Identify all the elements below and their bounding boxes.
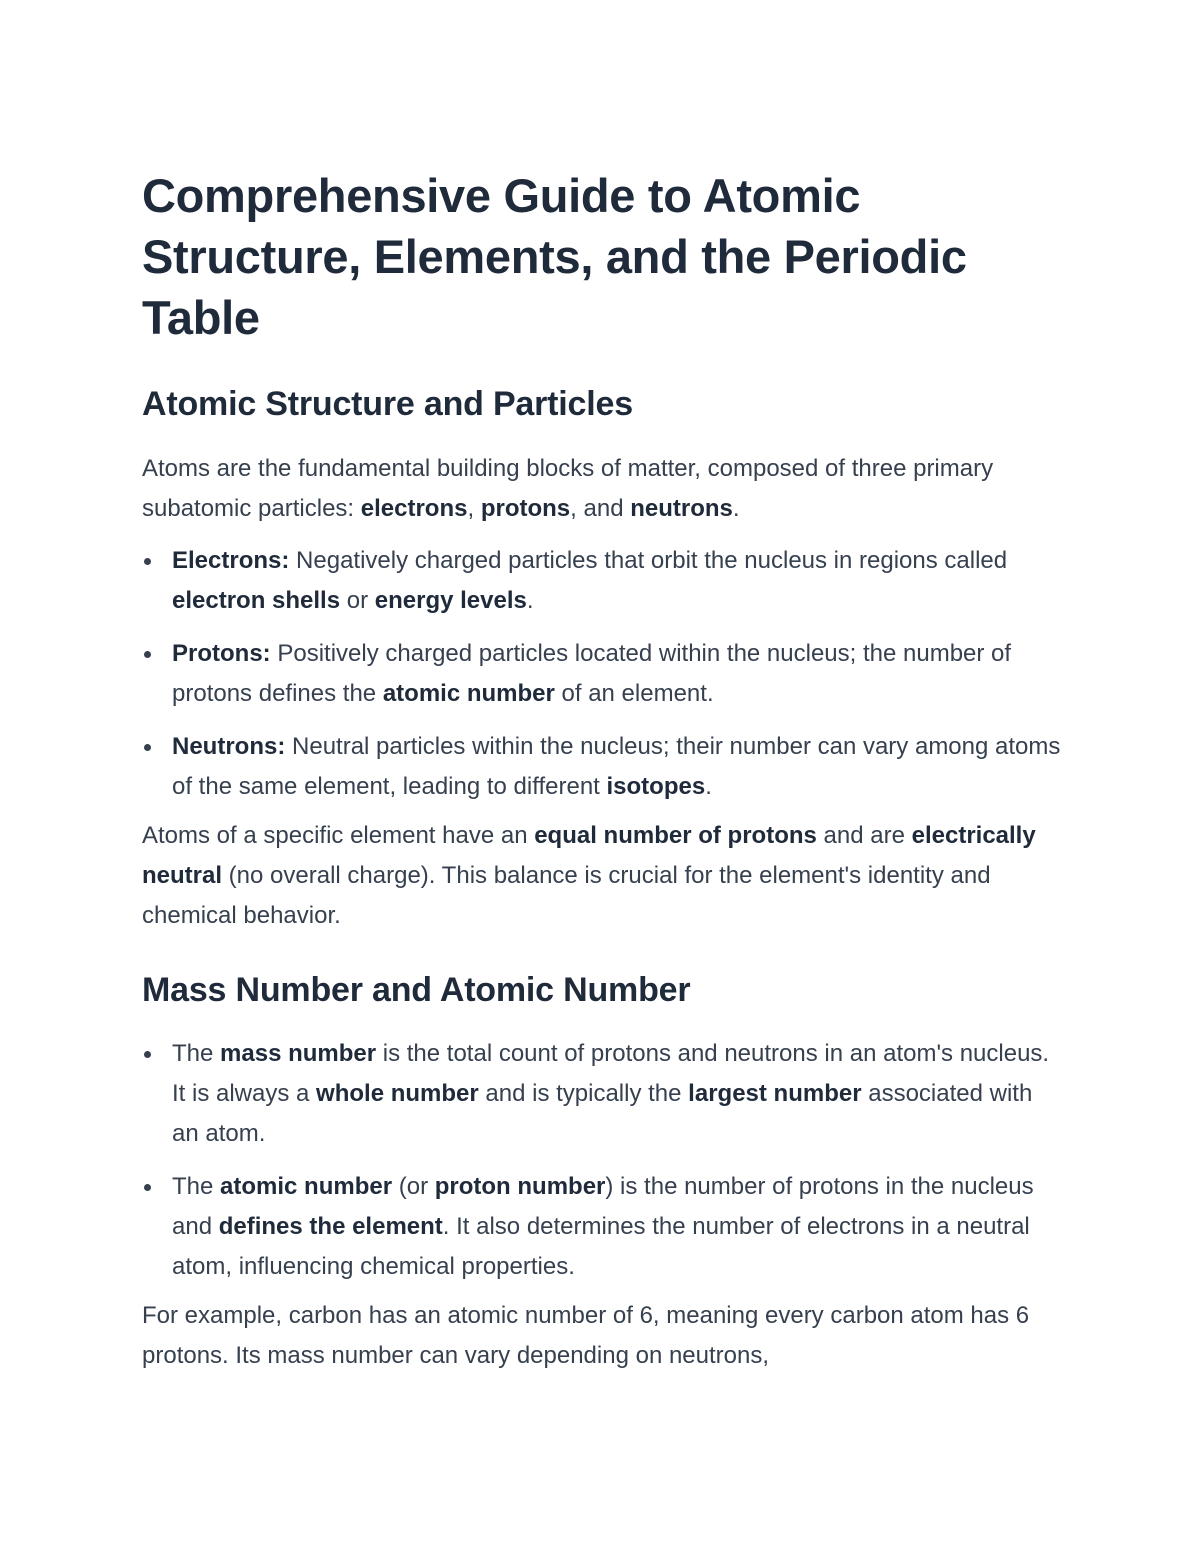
list-item-electrons: Electrons: Negatively charged particles that orbit the nucleus in regions called electron shells or energy levels. — [142, 541, 1062, 621]
document-body — [142, 165, 1062, 1376]
neutrality-paragraph: Atoms of a specific element have an equal number of protons and are electrically neutral (no overall charge). This balance is crucial for the element's identity and chemical behavior. — [142, 822, 1036, 929]
list-item-protons: Protons: Positively charged particles located within the nucleus; the number of protons defines the atomic number of an element. — [142, 634, 1062, 714]
section-heading-mass-number: Mass Number and Atomic Number — [142, 971, 691, 1009]
particles-list — [142, 541, 1062, 807]
intro-paragraph: Atoms are the fundamental building blocks of matter, composed of three primary subatomic particles: electrons, protons, and neutrons. — [142, 455, 994, 522]
section-heading-atomic-structure: Atomic Structure and Particles — [142, 385, 633, 423]
page-title: Comprehensive Guide to Atomic Structure, Elements, and the Periodic Table — [142, 169, 967, 344]
example-paragraph: For example, carbon has an atomic number of 6, meaning every carbon atom has 6 protons. Its mass number can vary depending on neutrons, — [142, 1302, 1030, 1369]
mass-atomic-list — [142, 1034, 1062, 1287]
list-item-mass-number: The mass number is the total count of protons and neutrons in an atom's nucleus. It is always a whole number and is typically the largest number associated with an atom. — [142, 1034, 1062, 1154]
list-item-atomic-number: The atomic number (or proton number) is the number of protons in the nucleus and defines the element. It also determines the number of electrons in a neutral atom, influencing chemical properties. — [142, 1167, 1062, 1287]
list-item-neutrons: Neutrons: Neutral particles within the nucleus; their number can vary among atoms of the same element, leading to different isotopes. — [142, 727, 1062, 807]
